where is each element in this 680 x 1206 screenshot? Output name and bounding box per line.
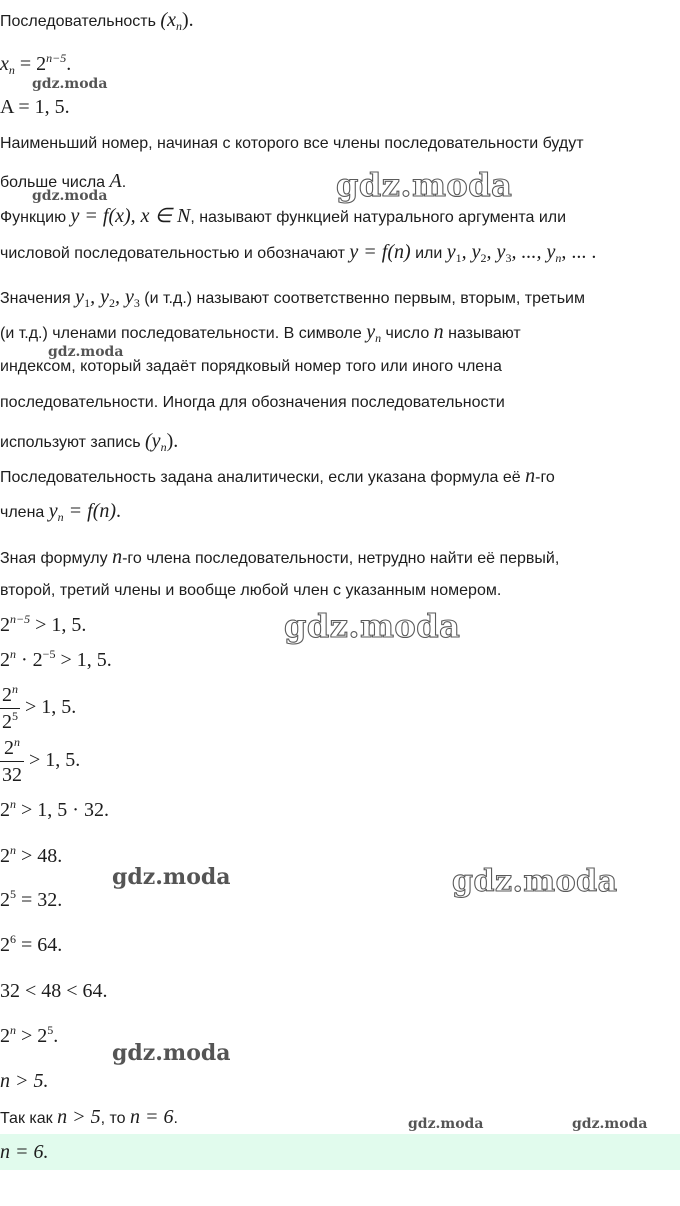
step-1: $2^{n-5} > 1$, 5. (0, 612, 87, 636)
watermark: gdz.moda (452, 864, 618, 899)
watermark: gdz.moda (32, 76, 108, 92)
step-4-fraction: $\frac{2^n}{32}$ > 1, 5. (2, 735, 81, 786)
step-8: $2^6 = 64$. (0, 932, 63, 956)
theory-line-5: индексом, который задаёт порядковый номер того или иного члена (0, 358, 502, 375)
theory-line-11: второй, третий члены и вообще любой член с указанным номером. (0, 582, 502, 599)
watermark: gdz.moda (48, 344, 124, 360)
formula-a: A = 1, 5. (0, 96, 70, 118)
theory-line-8: Последовательность задана аналитически, если указана формула её n-го (0, 465, 555, 487)
watermark: gdz.moda (284, 607, 461, 645)
watermark: gdz.moda (32, 188, 108, 204)
problem-sequence-line: Последовательность $(x_n)$. (0, 9, 194, 33)
watermark: gdz.moda (336, 166, 513, 204)
theory-line-4: (и т.д.) членами последовательности. В символе $y_n$ число n называют (0, 321, 521, 345)
step-2: $2^n \cdot 2^{-5} > 1$, 5. (0, 647, 112, 671)
answer-highlight (0, 1134, 680, 1170)
conclusion-line: Так как n > 5, то n = 6. (0, 1106, 178, 1128)
theory-line-1: Функцию y = f(x), x ∈ N, называют функцией натурального аргумента или (0, 205, 567, 227)
watermark: gdz.moda (572, 1116, 648, 1132)
step-6: $2^n > 48$. (0, 843, 63, 867)
watermark: gdz.moda (408, 1116, 484, 1132)
theory-line-3: Значения $y_1$, $y_2$, $y_3$ (и т.д.) называют соответственно первым, вторым, третьим (0, 286, 585, 310)
answer: n = 6. (0, 1141, 49, 1163)
watermark: gdz.moda (112, 864, 231, 890)
step-10: $2^n > 2^5$. (0, 1023, 59, 1047)
formula-xn: $x_n = 2^{n-5}$. (0, 51, 72, 77)
question-line-2: больше числа A. (0, 170, 127, 192)
theory-line-9: члена $y_n = f(n)$. (0, 500, 122, 524)
theory-line-7: используют запись $(y_n)$. (0, 430, 179, 454)
step-9: 32 < 48 < 64. (0, 980, 108, 1002)
question-line-1: Наименьший номер, начиная с которого все члены последовательности будут (0, 135, 584, 152)
theory-line-6: последовательности. Иногда для обозначения последовательности (0, 394, 505, 411)
step-7: $2^5 = 32$. (0, 887, 63, 911)
watermark: gdz.moda (112, 1040, 231, 1066)
step-3-fraction: $\frac{2^n}{2^5}$ > 1, 5. (2, 682, 77, 733)
theory-line-10: Зная формулу n-го члена последовательности, нетрудно найти её первый, (0, 546, 560, 568)
step-5: $2^n > 1$, 5 · 32. (0, 797, 109, 821)
step-11: n > 5. (0, 1070, 49, 1092)
theory-line-2: числовой последовательностью и обозначают y = f(n) или $y_1$, $y_2$, $y_3$, ..., $y_n$, ... . (0, 241, 597, 265)
